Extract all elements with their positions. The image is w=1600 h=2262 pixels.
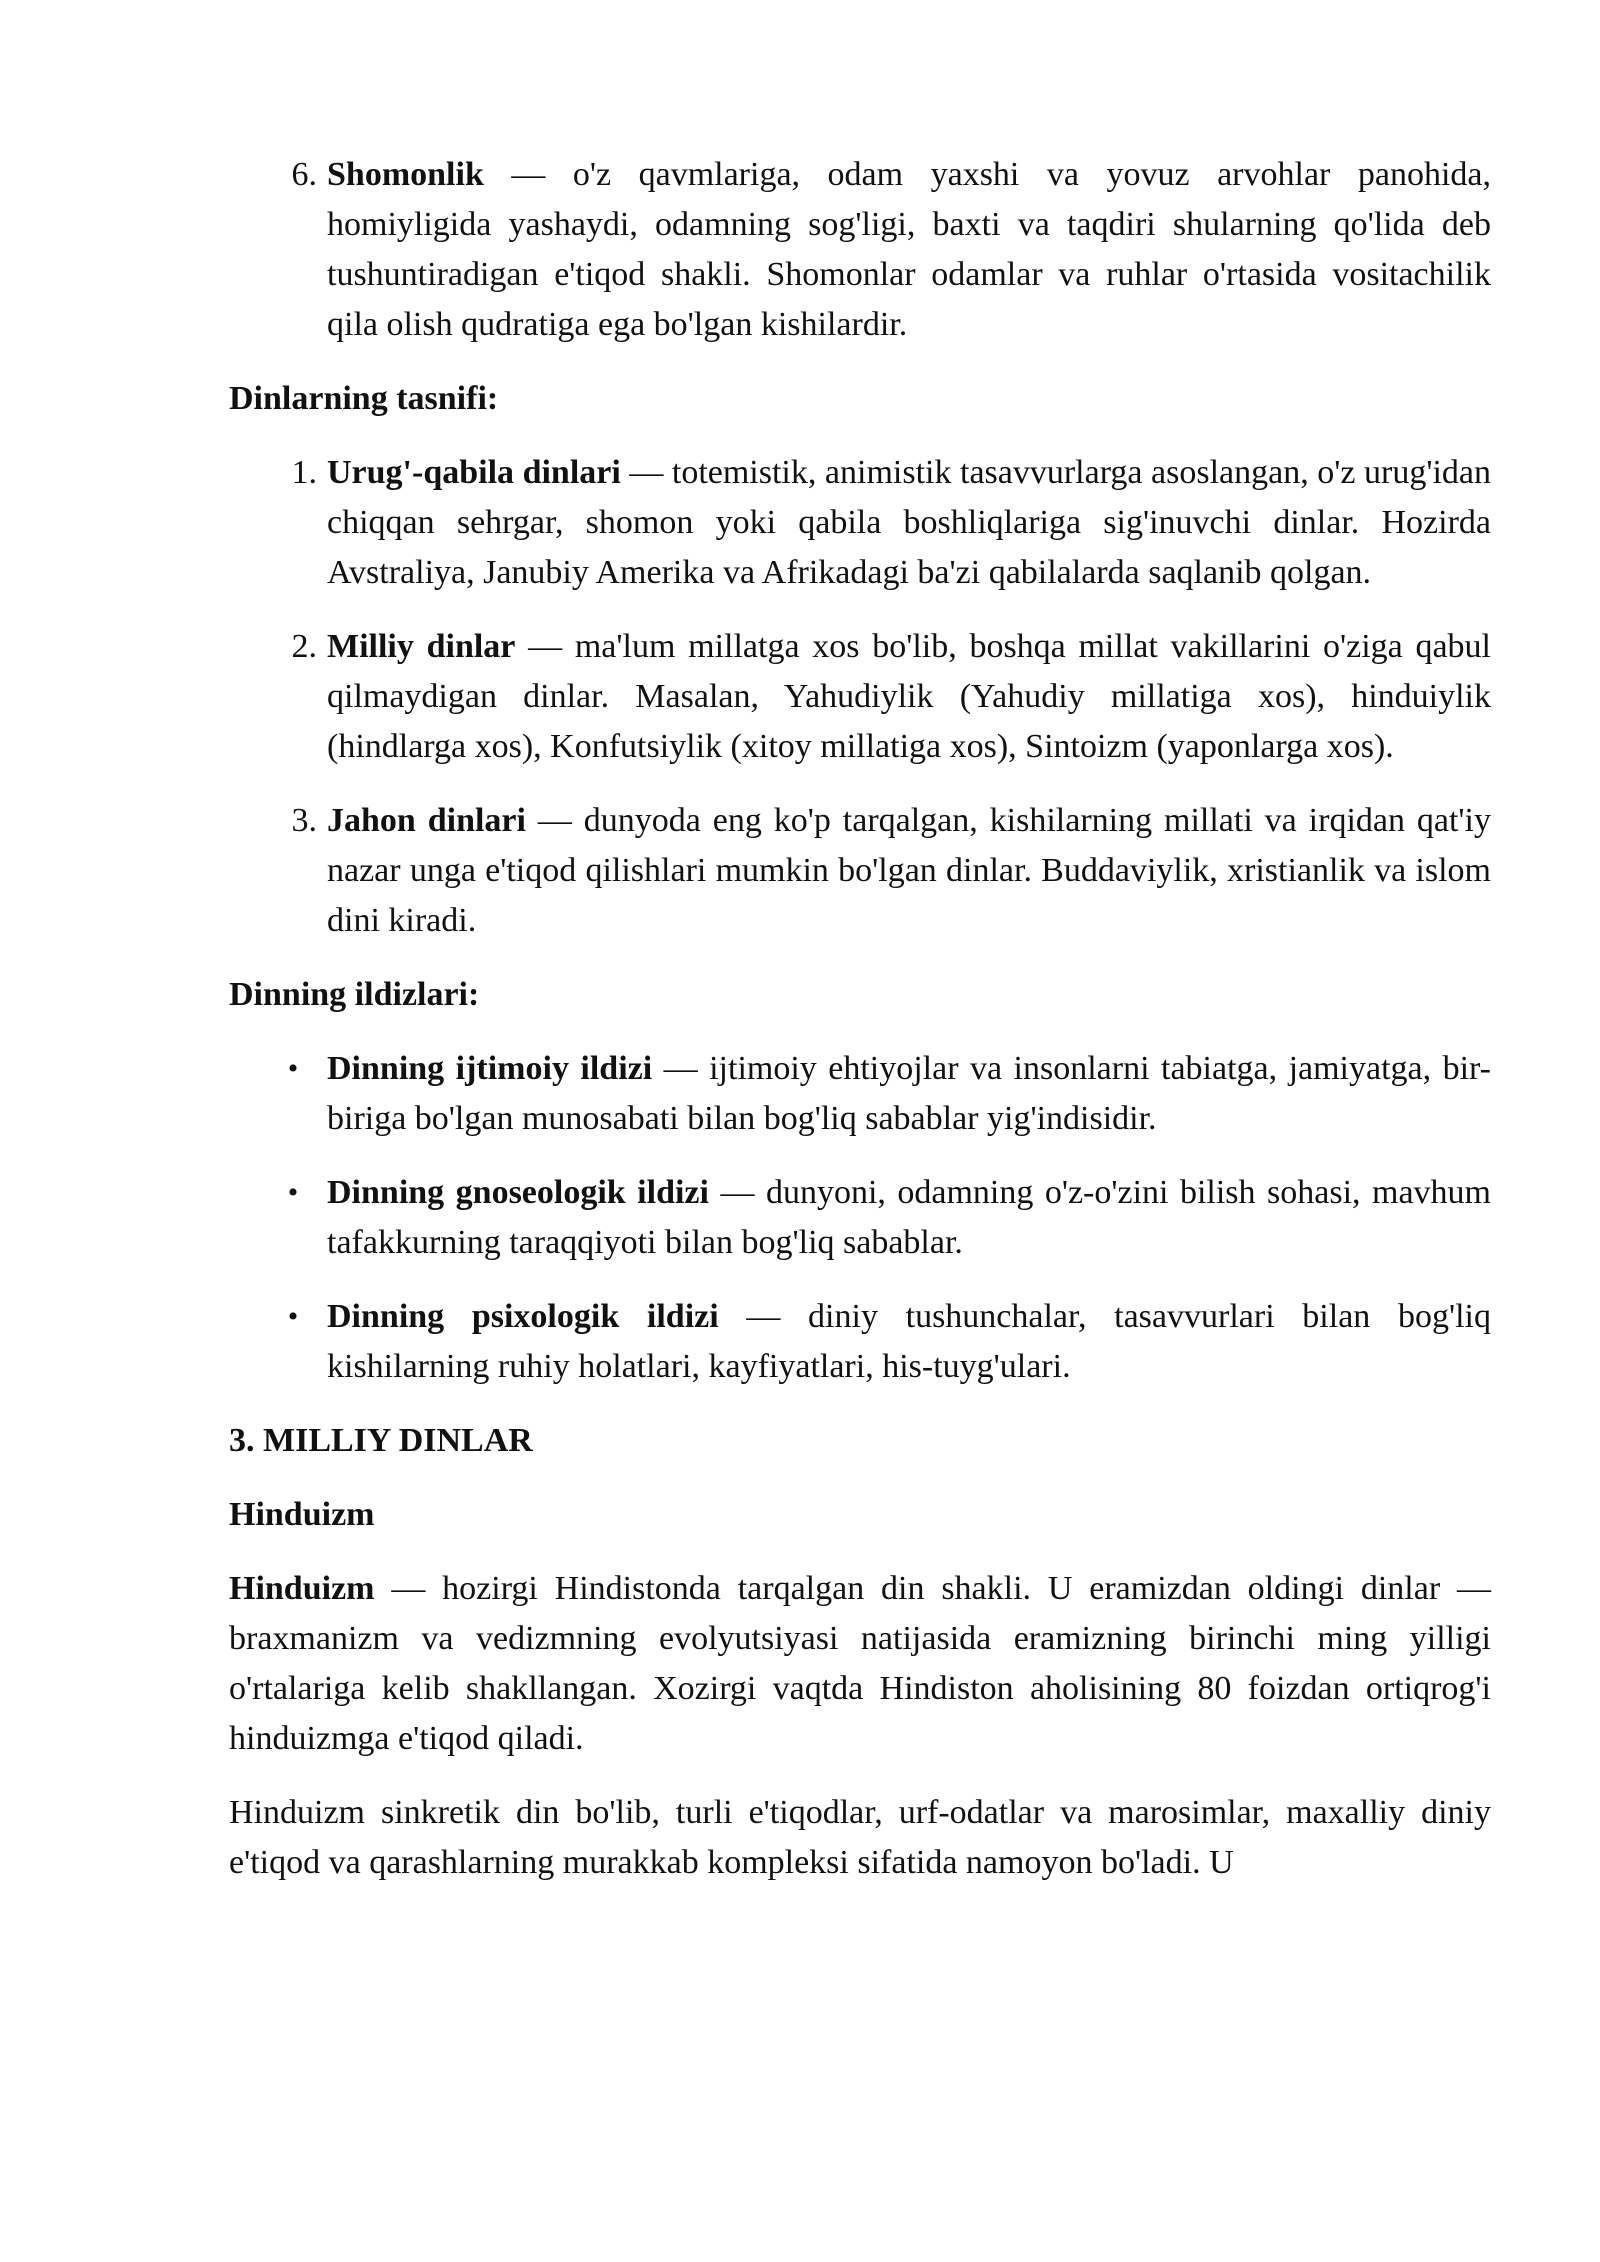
shamanism-list	[229, 150, 1491, 350]
paragraph-hinduism-syncretic	[229, 1788, 1491, 1888]
definition-tribal-religions: — totemistik, animistik tasavvurlarga asoslangan, o'z urug'idan chiqqan sehrgar, shomon yoki qabila boshliqlariga sig'inuvchi dinlar. Hozirda Avstraliya, Janubiy Amerika va Afrikadagi ba'zi qabilalarda saqlanib qolgan.	[327, 454, 1491, 591]
term-national-religions: Milliy dinlar	[327, 628, 516, 665]
term-shamanism: Shomonlik	[327, 156, 484, 193]
term-hinduism: Hinduizm	[229, 1570, 375, 1607]
definition-world-religions: — dunyoda eng ko'p tarqalgan, kishilarning millati va irqidan qat'iy nazar unga e'tiqod qilishlari mumkin bo'lgan dinlar. Buddaviylik, xristianlik va islom dini kiradi.	[327, 802, 1491, 939]
term-gnoseological-root: Dinning gnoseologik ildizi	[327, 1174, 709, 1211]
term-psychological-root: Dinning psixologik ildizi	[327, 1298, 719, 1335]
paragraph-text: — hozirgi Hindistonda tarqalgan din shakli. U eramizdan oldingi dinlar — braxmanizm va vedizmning evolyutsiyasi natijasida eramizning birinchi ming yilligi o'rtalariga kelib shakllangan. Xozirgi vaqtda Hindiston aholisining 80 foizdan ortiqrog'i hinduizmga e'tiqod qiladi.	[229, 1570, 1491, 1757]
list-item-psychological-root	[229, 1292, 1491, 1392]
list-item-shamanism	[229, 150, 1491, 350]
list-number: 1.	[291, 454, 317, 491]
definition-psychological-root: — diniy tushunchalar, tasavvurlari bilan bog'liq kishilarning ruhiy holatlari, kayfiyatlari, his-tuyg'ulari.	[327, 1298, 1491, 1385]
bullet-icon: •	[287, 1052, 299, 1085]
bullet-icon: •	[287, 1300, 299, 1333]
definition-national-religions: — ma'lum millatga xos bo'lib, boshqa millat vakillarini o'ziga qabul qilmaydigan dinlar. Masalan, Yahudiylik (Yahudiy millatiga xos), hinduiylik (hindlarga xos), Konfutsiylik (xitoy millatiga xos), Sintoizm (yaponlarga xos).	[327, 628, 1491, 765]
list-item-world-religions	[229, 796, 1491, 946]
term-social-root: Dinning ijtimoiy ildizi	[327, 1050, 653, 1087]
classification-heading: Dinlarning tasnifi:	[229, 380, 499, 417]
document-page	[229, 150, 1491, 1912]
paragraph-text: Hinduizm sinkretik din bo'lib, turli e'tiqodlar, urf-odatlar va marosimlar, maxalliy diniy e'tiqod va qarashlarning murakkab kompleksi sifatida namoyon bo'ladi. U	[229, 1794, 1491, 1881]
bullet-icon: •	[287, 1176, 299, 1209]
list-item-national-religions	[229, 622, 1491, 772]
list-item-social-root	[229, 1044, 1491, 1144]
term-world-religions: Jahon dinlari	[327, 802, 526, 839]
list-item-tribal-religions	[229, 448, 1491, 598]
definition-gnoseological-root: — dunyoni, odamning o'z-o'zini bilish sohasi, mavhum tafakkurning taraqqiyoti bilan bog'liq sabablar.	[327, 1174, 1491, 1261]
definition-social-root: — ijtimoiy ehtiyojlar va insonlarni tabiatga, jamiyatga, bir-biriga bo'lgan munosabati bilan bog'liq sabablar yig'indisidir.	[327, 1050, 1491, 1137]
list-number: 6.	[291, 156, 317, 193]
section-heading: 3. MILLIY DINLAR	[229, 1422, 533, 1459]
term-tribal-religions: Urug'-qabila dinlari	[327, 454, 621, 491]
roots-list	[229, 1044, 1491, 1392]
roots-heading: Dinning ildizlari:	[229, 976, 480, 1013]
list-item-gnoseological-root	[229, 1168, 1491, 1268]
list-number: 3.	[291, 802, 317, 839]
paragraph-hinduism-intro	[229, 1564, 1491, 1764]
classification-list	[229, 448, 1491, 946]
definition-shamanism: — o'z qavmlariga, odam yaxshi va yovuz arvohlar panohida, homiyligida yashaydi, odamning sog'ligi, baxti va taqdiri shularning qo'lida deb tushuntiradigan e'tiqod shakli. Shomonlar odamlar va ruhlar o'rtasida vositachilik qila olish qudratiga ega bo'lgan kishilardir.	[327, 156, 1491, 343]
subsection-heading: Hinduizm	[229, 1496, 375, 1533]
list-number: 2.	[291, 628, 317, 665]
